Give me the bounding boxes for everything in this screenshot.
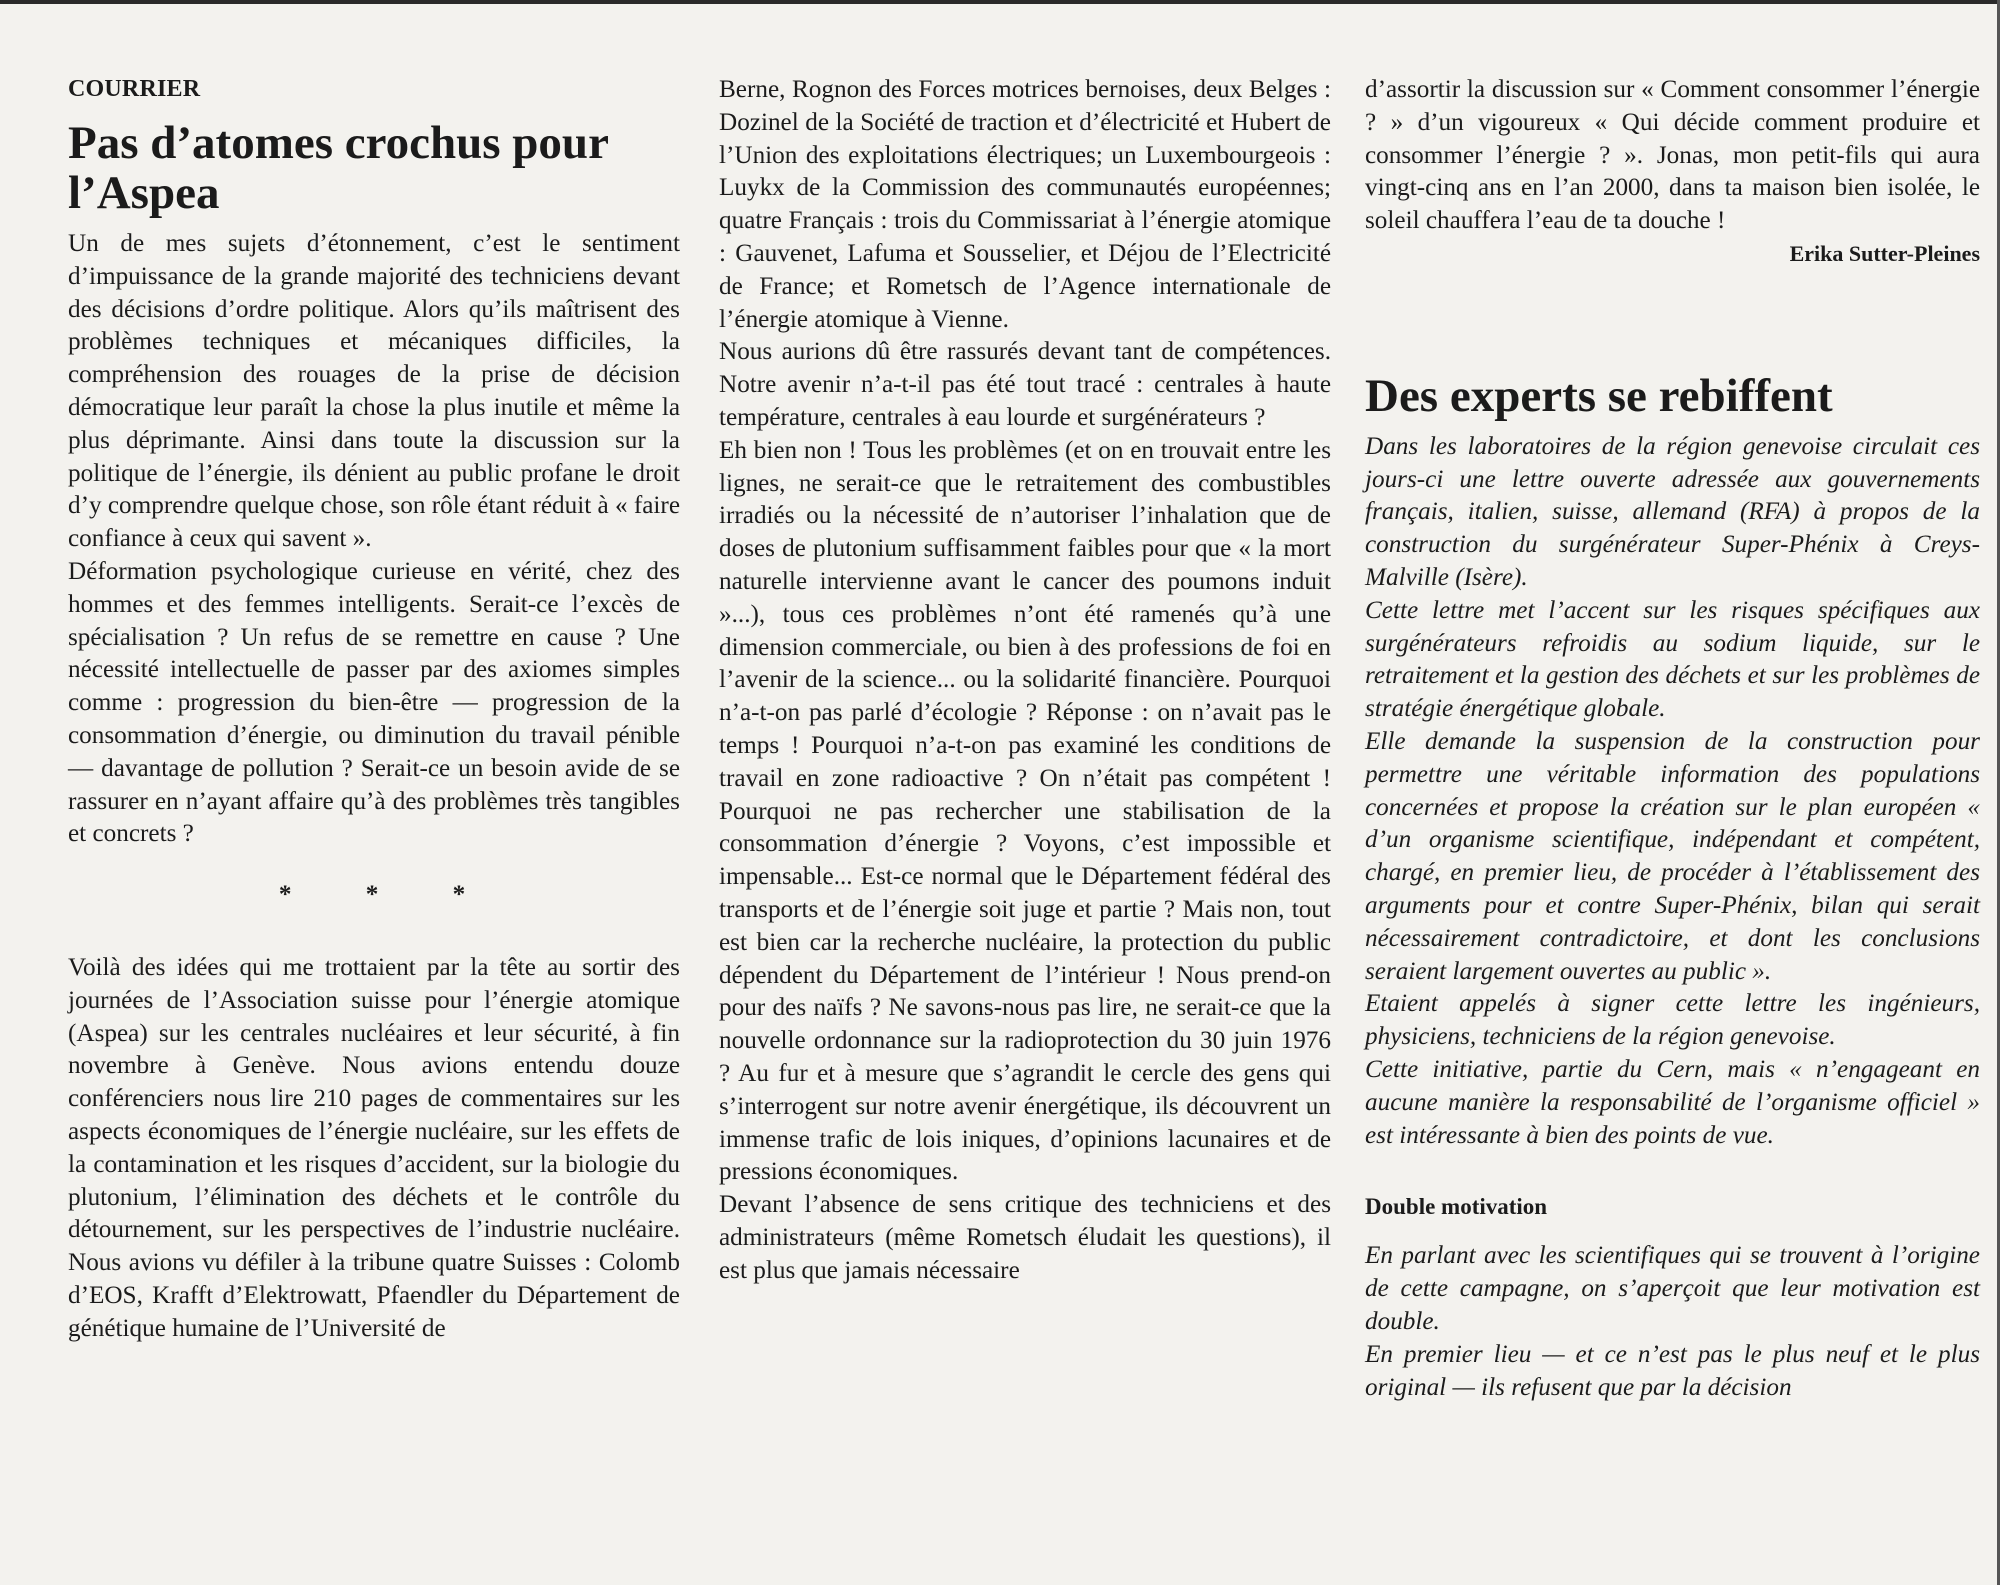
article-2-body-continued bbox=[1365, 1240, 1980, 1404]
article-title-2: Des experts se rebiffent bbox=[1365, 369, 1833, 422]
column-spacer bbox=[1365, 271, 1980, 371]
column-2 bbox=[719, 74, 1331, 1287]
section-kicker: COURRIER bbox=[68, 76, 201, 102]
article-paragraph: Cette initiative, partie du Cern, mais « n’engageant en aucune manière la responsabilité de l’organisme officiel » est intéressante à bien des points de vue. bbox=[1365, 1055, 1980, 1149]
article-paragraph: En parlant avec les scientifiques qui se trouvent à l’origine de cette campagne, on s’aperçoit que leur motivation est double. bbox=[1365, 1242, 1980, 1335]
page-top-rule bbox=[0, 0, 2000, 4]
article-2-body bbox=[1365, 431, 1980, 1153]
article-paragraph: Elle demande la suspension de la construction pour permettre une véritable information des populations concernées et propose la création sur le plan européen « d’un organisme scientifique, indépendant et compétent, chargé, en premier lieu, de procéder à l’établissement des arguments pour et contre Super-Phénix, bilan qui serait nécessairement contradictoire, et dont les conclusions seraient largement ouvertes au public ». bbox=[1365, 727, 1980, 985]
article-paragraph: Cette lettre met l’accent sur les risques spécifiques aux surgénérateurs refroidis au sodium liquide, sur le retraitement et la gestion des déchets et sur les problèmes de stratégie énergétique globale. bbox=[1365, 596, 1980, 723]
article-paragraph: Déformation psychologique curieuse en vérité, chez des hommes et des femmes intelligents. Serait-ce l’excès de spécialisation ? Un refus de se remettre en cause ? Une nécessité intellectuelle de passer par des axiomes simples comme : progression du bien-être — progression de la consommation d’énergie, ou diminution du travail pénible — davantage de pollution ? Serait-ce un besoin avide de se rassurer en n’ayant affaire qu’à des problèmes très tangibles et concrets ? bbox=[68, 557, 680, 848]
author-signature: Erika Sutter-Pleines bbox=[1789, 240, 1980, 266]
column-1 bbox=[68, 74, 680, 1346]
section-separator: * * * bbox=[278, 881, 500, 909]
article-paragraph: Eh bien non ! Tous les problèmes (et on en trouvait entre les lignes, ne serait-ce que le retraitement des combustibles irradiés ou la nécessité de n’autoriser l’inhalation que de doses de plutonium suffisamment faibles pour que « la mort naturelle intervienne avant le cancer des poumons induit »...), tous ces problèmes n’ont été ramenés qu’à une dimension commerciale, ou bien à des professions de foi en l’avenir de la science... ou la solidarité financière. Pourquoi n’a-t-on pas parlé d’écologie ? Réponse : on n’avait pas le temps ! Pourquoi n’a-t-on pas examiné les conditions de travail en zone radioactive ? On n’était pas compétent ! Pourquoi ne pas rechercher une stabilisation de la consommation d’énergie ? Voyons, c’est impossible et impensable... Est-ce normal que le Département fédéral des transports et de l’énergie soit juge et partie ? Mais non, tout est bien car la recherche nucléaire, la protection du public dépendent du Département de l’intérieur ! Nous prend-on pour des naïfs ? Ne savons-nous pas lire, ne serait-ce que la nouvelle ordonnance sur la radioprotection du 30 juin 1976 ? Au fur et à mesure que s’agrandit le cercle des gens qui s’interrogent sur notre avenir énergétique, ils découvrent un immense trafic de lois iniques, d’opinions lacunaires et de pressions économiques. bbox=[719, 436, 1331, 1186]
column-3 bbox=[1365, 74, 1980, 1404]
article-paragraph: d’assortir la discussion sur « Comment consommer l’énergie ? » d’un vigoureux « Qui décide comment produire et consommer l’énergie ? ». Jonas, mon petit-fils qui aura vingt-cinq ans en l’an 2000, dans ta maison bien isolée, le soleil chauffera l’eau de ta douche ! bbox=[1365, 76, 1980, 235]
article-title: Pas d’atomes crochus pour l’Aspea bbox=[68, 117, 609, 219]
article-paragraph: Dans les laboratoires de la région genevoise circulait ces jours-ci une lettre ouverte adressée aux gouvernements français, italien, suisse, allemand (RFA) à propos de la construction du surgénérateur Super-Phénix à Creys-Malville (Isère). bbox=[1365, 432, 1980, 591]
article-paragraph: Devant l’absence de sens critique des techniciens et des administrateurs (même Rometsch éludait les questions), il est plus que jamais nécessaire bbox=[719, 1191, 1331, 1284]
article-paragraph: Un de mes sujets d’étonnement, c’est le sentiment d’impuissance de la grande majorité des techniciens devant des décisions d’ordre politique. Alors qu’ils maîtrisent des problèmes techniques et mécaniques difficiles, la compréhension des rouages de la prise de décision démocratique leur paraît la chose la plus inutile et même la plus déprimante. Ainsi dans toute la discussion sur la politique de l’énergie, ils dénient au public profane le droit d’y comprendre quelque chose, son rôle étant réduit à « faire confiance à ceux qui savent ». bbox=[68, 230, 680, 553]
article-paragraph: Berne, Rognon des Forces motrices bernoises, deux Belges : Dozinel de la Société de traction et d’électricité et Hubert de l’Union des exploitations électriques; un Luxembourgeois : Luykx de la Commission des communautés européennes; quatre Français : trois du Commissariat à l’énergie atomique : Gauvenet, Lafuma et Sousselier, et Déjou de l’Electricité de France; et Rometsch de l’Agence internationale de l’énergie atomique à Vienne. bbox=[719, 76, 1331, 333]
article-paragraph: Voilà des idées qui me trottaient par la tête au sortir des journées de l’Association suisse pour l’énergie atomique (Aspea) sur les centrales nucléaires et leur sécurité, à fin novembre à Genève. Nous avions entendu douze conférenciers nous lire 210 pages de commentaires sur les aspects économiques de l’énergie nucléaire, sur les effets de la contamination et les risques d’accident, sur la biologie du plutonium, l’élimination des déchets et le contrôle du détournement, sur les perspectives de l’industrie nucléaire. Nous avions vu défiler à la tribune quatre Suisses : Colomb d’EOS, Krafft d’Elektrowatt, Pfaendler du Département de génétique humaine de l’Université de bbox=[68, 953, 680, 1342]
article-paragraph: Nous aurions dû être rassurés devant tant de compétences. Notre avenir n’a-t-il pas été tout tracé : centrales à haute température, centrales à eau lourde et surgénérateurs ? bbox=[719, 338, 1331, 431]
article-paragraph: Etaient appelés à signer cette lettre les ingénieurs, physiciens, techniciens de la région genevoise. bbox=[1365, 990, 1980, 1051]
subheading: Double motivation bbox=[1365, 1194, 1548, 1220]
article-paragraph: En premier lieu — et ce n’est pas le plus neuf et le plus original — ils refusent que par la décision bbox=[1365, 1340, 1980, 1401]
